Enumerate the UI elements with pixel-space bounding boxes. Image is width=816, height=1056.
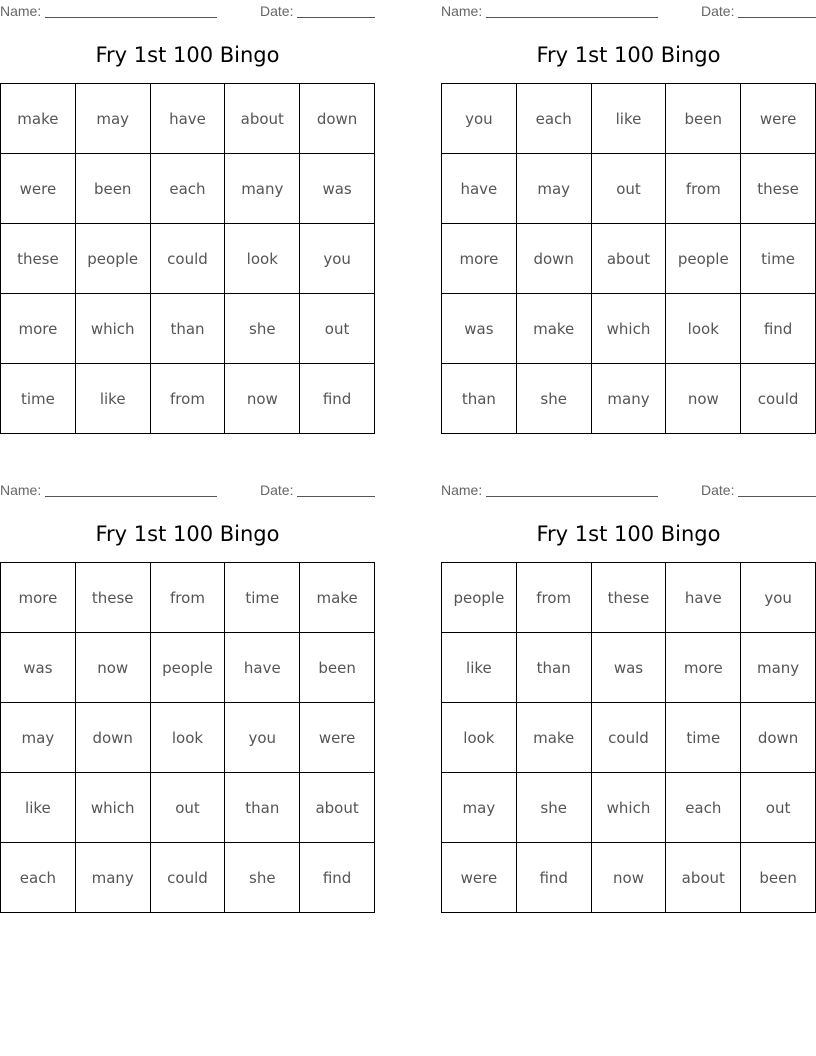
- bingo-cell: may: [517, 154, 592, 224]
- bingo-cell: look: [666, 294, 741, 364]
- bingo-cell: you: [225, 703, 300, 773]
- bingo-cell: out: [741, 773, 816, 843]
- bingo-cell: from: [666, 154, 741, 224]
- name-blank: [486, 17, 658, 18]
- bingo-grid: [441, 83, 816, 434]
- name-date-line: [441, 3, 816, 19]
- name-label: Name:: [0, 3, 42, 19]
- bingo-cell: which: [592, 294, 667, 364]
- bingo-cell: she: [517, 364, 592, 434]
- bingo-cell: like: [442, 633, 517, 703]
- bingo-cell: each: [151, 154, 226, 224]
- bingo-cell: could: [741, 364, 816, 434]
- bingo-cell: were: [741, 84, 816, 154]
- bingo-cell: time: [225, 563, 300, 633]
- bingo-cell: could: [151, 224, 226, 294]
- date-blank: [297, 17, 375, 18]
- bingo-cell: more: [1, 294, 76, 364]
- bingo-cell: look: [151, 703, 226, 773]
- bingo-cell: look: [442, 703, 517, 773]
- name-date-line: [0, 3, 375, 19]
- bingo-card: [0, 0, 375, 435]
- bingo-cell: people: [151, 633, 226, 703]
- bingo-cell: was: [592, 633, 667, 703]
- bingo-cell: time: [741, 224, 816, 294]
- name-date-line: [0, 482, 375, 498]
- bingo-cell: each: [666, 773, 741, 843]
- bingo-card: [441, 0, 816, 435]
- bingo-cell: now: [76, 633, 151, 703]
- bingo-cell: were: [300, 703, 375, 773]
- bingo-cell: more: [666, 633, 741, 703]
- bingo-cell: about: [666, 843, 741, 913]
- bingo-cell: was: [1, 633, 76, 703]
- bingo-cell: make: [1, 84, 76, 154]
- bingo-cell: time: [666, 703, 741, 773]
- bingo-cell: now: [592, 843, 667, 913]
- name-blank: [45, 17, 217, 18]
- bingo-cell: you: [741, 563, 816, 633]
- bingo-cell: have: [666, 563, 741, 633]
- bingo-cell: people: [442, 563, 517, 633]
- bingo-cell: have: [225, 633, 300, 703]
- date-blank: [297, 496, 375, 497]
- bingo-cell: she: [225, 294, 300, 364]
- bingo-cell: like: [76, 364, 151, 434]
- bingo-cell: could: [592, 703, 667, 773]
- bingo-cell: down: [76, 703, 151, 773]
- date-blank: [738, 17, 816, 18]
- bingo-cell: many: [225, 154, 300, 224]
- bingo-cell: out: [592, 154, 667, 224]
- bingo-cell: could: [151, 843, 226, 913]
- bingo-cell: she: [225, 843, 300, 913]
- bingo-cell: may: [1, 703, 76, 773]
- name-label: Name:: [441, 482, 483, 498]
- bingo-cell: been: [741, 843, 816, 913]
- date-label: Date:: [701, 482, 735, 498]
- bingo-cell: you: [442, 84, 517, 154]
- bingo-cell: about: [300, 773, 375, 843]
- name-label: Name:: [0, 482, 42, 498]
- bingo-cell: now: [225, 364, 300, 434]
- bingo-cell: about: [592, 224, 667, 294]
- bingo-cell: been: [300, 633, 375, 703]
- bingo-grid: [0, 83, 375, 434]
- date-label: Date:: [260, 3, 294, 19]
- bingo-cell: find: [300, 843, 375, 913]
- name-blank: [45, 496, 217, 497]
- bingo-grid: [441, 562, 816, 913]
- name-blank: [486, 496, 658, 497]
- bingo-cell: which: [76, 294, 151, 364]
- card-title: Fry 1st 100 Bingo: [95, 522, 280, 546]
- bingo-cell: many: [76, 843, 151, 913]
- bingo-cell: may: [76, 84, 151, 154]
- bingo-cell: have: [151, 84, 226, 154]
- bingo-cell: each: [1, 843, 76, 913]
- bingo-cell: than: [151, 294, 226, 364]
- bingo-cell: she: [517, 773, 592, 843]
- bingo-cell: make: [517, 294, 592, 364]
- bingo-cell: more: [1, 563, 76, 633]
- bingo-grid: [0, 562, 375, 913]
- bingo-cell: time: [1, 364, 76, 434]
- date-label: Date:: [701, 3, 735, 19]
- bingo-cell: now: [666, 364, 741, 434]
- bingo-cell: people: [666, 224, 741, 294]
- bingo-cell: out: [300, 294, 375, 364]
- bingo-cell: find: [300, 364, 375, 434]
- bingo-cell: down: [741, 703, 816, 773]
- bingo-cell: make: [517, 703, 592, 773]
- bingo-cell: each: [517, 84, 592, 154]
- bingo-cell: these: [741, 154, 816, 224]
- bingo-cell: which: [76, 773, 151, 843]
- card-title: Fry 1st 100 Bingo: [536, 522, 721, 546]
- bingo-cell: many: [741, 633, 816, 703]
- card-title: Fry 1st 100 Bingo: [95, 43, 280, 67]
- bingo-cell: was: [442, 294, 517, 364]
- bingo-cell: were: [1, 154, 76, 224]
- name-label: Name:: [441, 3, 483, 19]
- bingo-cell: many: [592, 364, 667, 434]
- bingo-cell: than: [225, 773, 300, 843]
- bingo-cell: about: [225, 84, 300, 154]
- bingo-cell: been: [666, 84, 741, 154]
- bingo-cell: make: [300, 563, 375, 633]
- bingo-card: [0, 479, 375, 914]
- bingo-cell: from: [151, 563, 226, 633]
- bingo-cell: from: [151, 364, 226, 434]
- bingo-cell: been: [76, 154, 151, 224]
- bingo-cell: down: [517, 224, 592, 294]
- bingo-cell: than: [517, 633, 592, 703]
- bingo-cell: may: [442, 773, 517, 843]
- bingo-cell: people: [76, 224, 151, 294]
- bingo-card: [441, 479, 816, 914]
- bingo-cell: which: [592, 773, 667, 843]
- bingo-cell: than: [442, 364, 517, 434]
- bingo-cell: these: [1, 224, 76, 294]
- bingo-cell: these: [76, 563, 151, 633]
- bingo-cell: was: [300, 154, 375, 224]
- bingo-cell: more: [442, 224, 517, 294]
- name-date-line: [441, 482, 816, 498]
- bingo-cell: find: [517, 843, 592, 913]
- bingo-cell: these: [592, 563, 667, 633]
- bingo-cell: out: [151, 773, 226, 843]
- bingo-cell: were: [442, 843, 517, 913]
- bingo-cell: you: [300, 224, 375, 294]
- bingo-cell: have: [442, 154, 517, 224]
- bingo-cell: down: [300, 84, 375, 154]
- card-title: Fry 1st 100 Bingo: [536, 43, 721, 67]
- bingo-cell: look: [225, 224, 300, 294]
- bingo-cell: like: [1, 773, 76, 843]
- date-label: Date:: [260, 482, 294, 498]
- bingo-cell: find: [741, 294, 816, 364]
- bingo-cell: like: [592, 84, 667, 154]
- date-blank: [738, 496, 816, 497]
- bingo-cell: from: [517, 563, 592, 633]
